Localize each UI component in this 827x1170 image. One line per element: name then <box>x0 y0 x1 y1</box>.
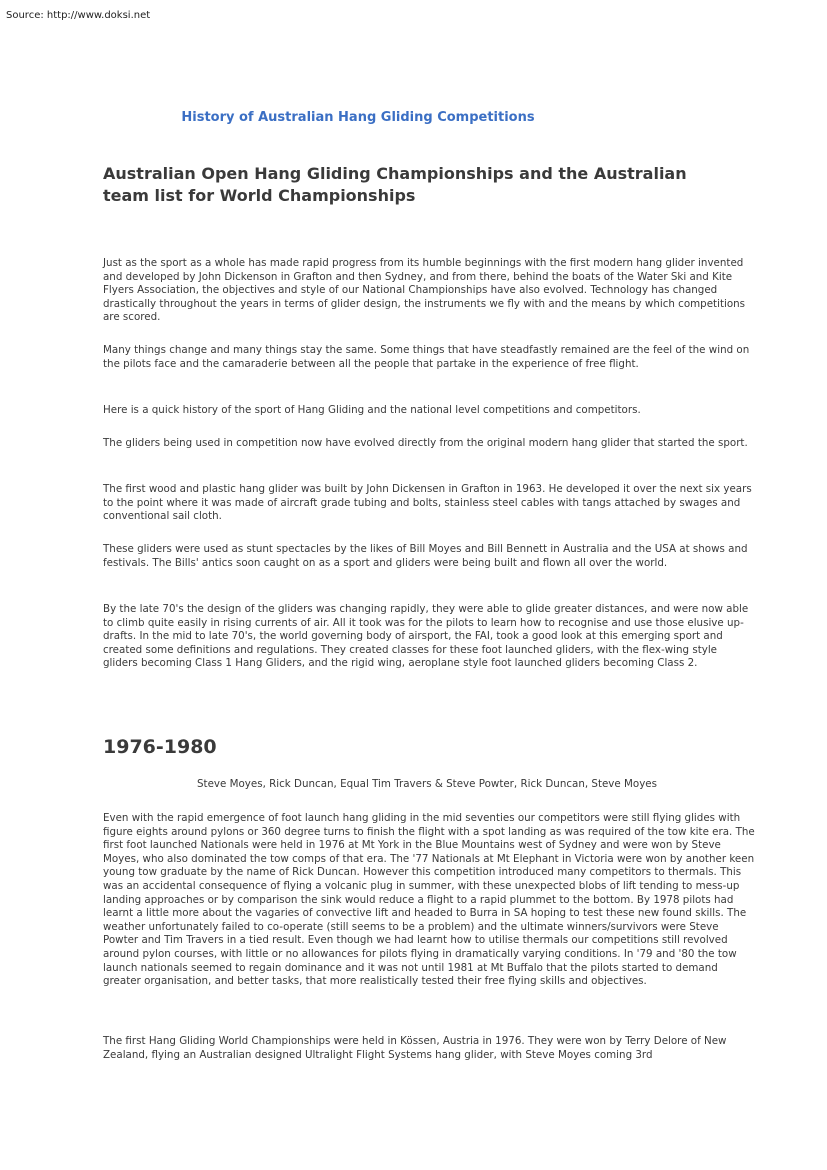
document-title: History of Australian Hang Gliding Competitions <box>181 110 535 125</box>
intro-paragraph-7: By the late 70's the design of the gliders was changing rapidly, they were able to glide greater distances, and were now able to climb quite easily in rising currents of air. All it took was for the pilots to learn how to recognise and use those elusive up-drafts. In the mid to late 70's, the world governing body of airsport, the FAI, took a good look at this emerging sport and created some definitions and regulations. They created classes for these foot launched gliders, with the flex-wing style gliders becoming Class 1 Hang Gliders, and the rigid wing, aeroplane style foot launched gliders becoming Class 2. <box>103 603 749 670</box>
intro-paragraph-1: Just as the sport as a whole has made rapid progress from its humble beginnings with the first modern hang glider invented and developed by John Dickenson in Grafton and then Sydney, and from there, behind the boats of the Water Ski and Kite Flyers Association, the objectives and style of our National Championships have also evolved. Technology has changed drastically throughout the years in terms of glider design, the instruments we fly with and the means by which competitions are scored. <box>103 257 746 324</box>
main-heading: Australian Open Hang Gliding Championships and the Australian team list for World Championships <box>103 164 687 205</box>
document-title-container <box>103 106 613 125</box>
intro-paragraph-2: Many things change and many things stay the same. Some things that have steadfastly remained are the feel of the wind on the pilots face and the camaraderie between all the people that partake in the experience of free flight. <box>103 344 750 370</box>
intro-paragraph-6: These gliders were used as stunt spectacles by the likes of Bill Moyes and Bill Bennett in Australia and the USA at shows and festivals. The Bills' antics soon caught on as a sport and gliders were being built and flown all over the world. <box>103 543 748 569</box>
section-paragraph-2: The first Hang Gliding World Championships were held in Kössen, Austria in 1976. They were won by Terry Delore of New Zealand, flying an Australian designed Ultralight Flight Systems hang glider, with Steve Moyes coming 3rd <box>103 1035 727 1061</box>
section-winners: Steve Moyes, Rick Duncan, Equal Tim Travers & Steve Powter, Rick Duncan, Steve Moyes <box>197 778 657 790</box>
section-heading-1976-1980: 1976-1980 <box>103 736 217 758</box>
intro-paragraph-4: The gliders being used in competition now have evolved directly from the original modern hang glider that started the sport. <box>103 437 748 449</box>
intro-paragraph-3: Here is a quick history of the sport of Hang Gliding and the national level competitions and competitors. <box>103 404 641 416</box>
source-line: Source: http://www.doksi.net <box>6 10 151 21</box>
section-paragraph-1: Even with the rapid emergence of foot launch hang gliding in the mid seventies our competitors were still flying glides with figure eights around pylons or 360 degree turns to finish the flight with a spot landing as was required of the tow kite era. The first foot launched Nationals were held in 1976 at Mt York in the Blue Mountains west of Sydney and were won by Steve Moyes, who also dominated the tow comps of that era. The '77 Nationals at Mt Elephant in Victoria were won by another keen young tow graduate by the name of Rick Duncan. However this competition introduced many competitors to thermals. This was an accidental consequence of flying a volcanic plug in summer, with these unexpected blobs of lift tending to mess-up landing approaches or by comparison the sink would reduce a flight to a rapid plummet to the bottom. By 1978 pilots had learnt a little more about the vagaries of convective lift and headed to Burra in SA hoping to test these new found skills. The weather unfortunately failed to co-operate (still seems to be a problem) and the ultimate winners/survivors were Steve Powter and Tim Travers in a tied result. Even though we had learnt how to utilise thermals our competitions still revolved around pylon courses, with little or no allowances for pilots flying in dramatically varying conditions. In '79 and '80 the tow launch nationals seemed to regain dominance and it was not until 1981 at Mt Buffalo that the pilots started to demand greater organisation, and better tasks, that more realistically tested their free flying skills and objectives. <box>103 812 755 988</box>
intro-paragraph-5: The first wood and plastic hang glider was built by John Dickensen in Grafton in 1963. He developed it over the next six years to the point where it was made of aircraft grade tubing and bolts, stainless steel cables with tangs attached by swages and conventional sail cloth. <box>103 483 752 523</box>
